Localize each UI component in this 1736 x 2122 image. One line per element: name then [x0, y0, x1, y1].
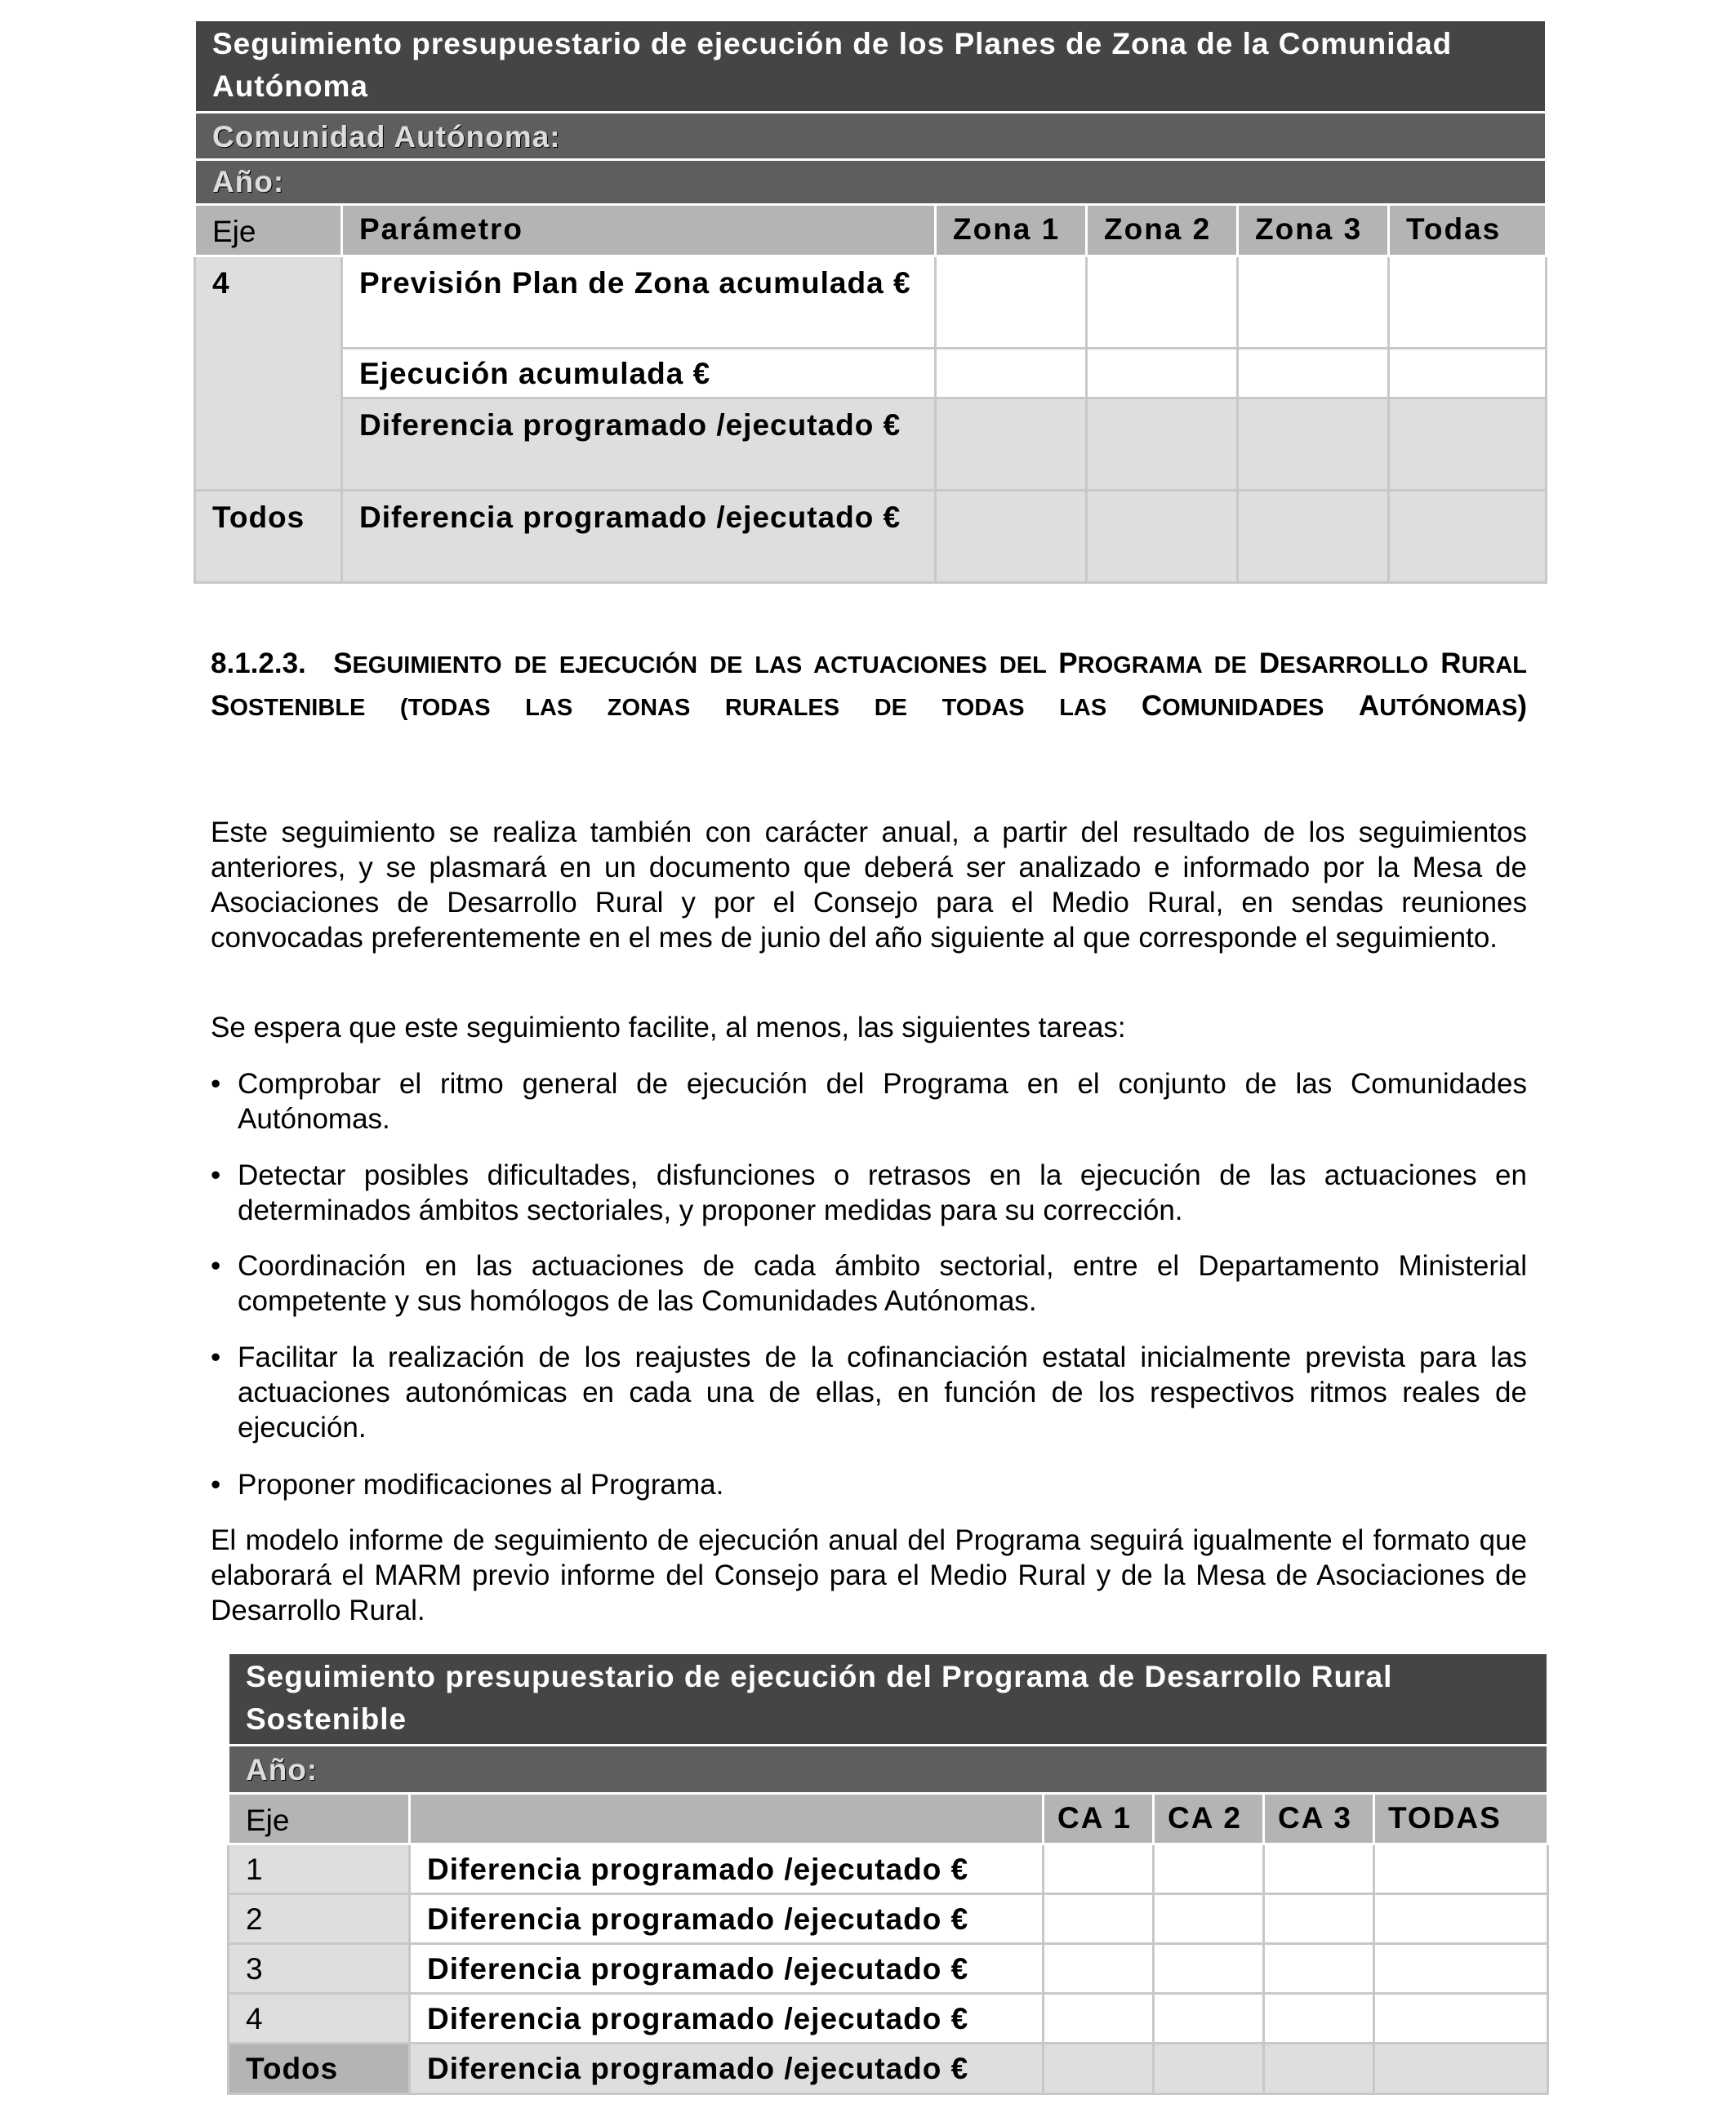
value-cell	[1044, 1894, 1154, 1944]
parametro-cell: Diferencia programado /ejecutado €	[410, 2044, 1044, 2094]
value-cell	[1154, 1994, 1264, 2044]
year-label: Año:	[195, 160, 1547, 205]
value-cell	[1238, 349, 1389, 398]
parametro-cell: Diferencia programado /ejecutado €	[410, 1944, 1044, 1994]
value-cell	[1154, 2044, 1264, 2094]
table-row	[195, 398, 1547, 491]
parametro-cell: Diferencia programado /ejecutado €	[410, 1844, 1044, 1894]
list-item: • Proponer modificaciones al Programa.	[211, 1469, 724, 1501]
value-cell	[1264, 2044, 1374, 2094]
value-cell	[1044, 1844, 1154, 1894]
bullet-icon: •	[211, 1341, 221, 1373]
value-cell	[1374, 1944, 1548, 1994]
value-cell	[936, 491, 1087, 583]
header-zona-2: Zona 2	[1087, 205, 1238, 256]
parametro-cell: Diferencia programado /ejecutado €	[342, 491, 936, 583]
table-row	[195, 349, 1547, 398]
value-cell	[1374, 1994, 1548, 2044]
eje-cell: 2	[229, 1894, 410, 1944]
table-title: Seguimiento presupuestario de ejecución de los Planes de Zona de la Comunidad Autónoma	[195, 20, 1547, 113]
year-label: Año:	[229, 1746, 1548, 1794]
list-item: • Coordinación en las actuaciones de cada ámbito sectorial, entre el Departamento Ministerial competente y sus homólogos de las Comunidades Autónomas.	[211, 1250, 1527, 1317]
header-zona-1: Zona 1	[936, 205, 1087, 256]
paragraph: Se espera que este seguimiento facilite, al menos, las siguientes tareas:	[211, 1012, 1126, 1043]
eje-cell: 1	[229, 1844, 410, 1894]
section-number: 8.1.2.3.	[211, 647, 306, 679]
value-cell	[1087, 256, 1238, 349]
value-cell	[1044, 1994, 1154, 2044]
parametro-cell: Diferencia programado /ejecutado €	[410, 1894, 1044, 1944]
value-cell	[1389, 256, 1547, 349]
program-budget-table	[227, 1652, 1549, 2095]
value-cell	[1238, 491, 1389, 583]
value-cell	[1238, 256, 1389, 349]
header-zona-3: Zona 3	[1238, 205, 1389, 256]
value-cell	[1087, 491, 1238, 583]
value-cell	[1264, 1994, 1374, 2044]
value-cell	[1087, 349, 1238, 398]
value-cell	[1389, 491, 1547, 583]
list-item: • Detectar posibles dificultades, disfunciones o retrasos en la ejecución de las actuaciones en determinados ámbitos sectoriales, y proponer medidas para su corrección.	[211, 1159, 1527, 1226]
header-eje: Eje	[229, 1794, 410, 1844]
table-row	[195, 256, 1547, 349]
eje-cell: Todos	[229, 2044, 410, 2094]
value-cell	[1374, 2044, 1548, 2094]
eje-cell: 3	[229, 1944, 410, 1994]
value-cell	[936, 349, 1087, 398]
value-cell	[1044, 1944, 1154, 1994]
comunidad-label: Comunidad Autónoma:	[195, 113, 1547, 160]
table-row	[229, 1844, 1548, 1894]
value-cell	[1087, 398, 1238, 491]
bullet-icon: •	[211, 1469, 221, 1501]
paragraph: Este seguimiento se realiza también con carácter anual, a partir del resultado de los seguimientos anteriores, y se plasmará en un documento que deberá ser analizado e informado por la Mesa de Asociaciones de Desarrollo Rural y por el Consejo para el Medio Rural, en sendas reuniones convocadas preferentemente en el mes de junio del año siguiente al que corresponde el seguimiento.	[211, 816, 1527, 954]
header-todas: TODAS	[1374, 1794, 1548, 1844]
header-parametro: Parámetro	[342, 205, 936, 256]
header-blank	[410, 1794, 1044, 1844]
bullet-icon: •	[211, 1159, 221, 1191]
value-cell	[1154, 1844, 1264, 1894]
header-ca-3: CA 3	[1264, 1794, 1374, 1844]
table-row	[229, 1944, 1548, 1994]
value-cell	[1264, 1844, 1374, 1894]
list-item: • Facilitar la realización de los reajustes de la cofinanciación estatal inicialmente prevista para las actuaciones autonómicas en cada una de ellas, en función de los respectivos ritmos reales de ejecución.	[211, 1341, 1527, 1444]
bullet-icon: •	[211, 1068, 221, 1100]
eje-cell: Todos	[195, 491, 342, 583]
bullet-icon: •	[211, 1250, 221, 1282]
value-cell	[1154, 1944, 1264, 1994]
header-todas: Todas	[1389, 205, 1547, 256]
value-cell	[936, 398, 1087, 491]
table-row	[229, 2044, 1548, 2094]
header-eje: Eje	[195, 205, 342, 256]
header-ca-1: CA 1	[1044, 1794, 1154, 1844]
table-row	[229, 1994, 1548, 2044]
parametro-cell: Diferencia programado /ejecutado €	[342, 398, 936, 491]
value-cell	[936, 256, 1087, 349]
value-cell	[1264, 1894, 1374, 1944]
table-title: Seguimiento presupuestario de ejecución del Programa de Desarrollo Rural Sostenible	[229, 1653, 1548, 1746]
value-cell	[1154, 1894, 1264, 1944]
table-row	[195, 491, 1547, 583]
eje-cell: 4	[229, 1994, 410, 2044]
value-cell	[1044, 2044, 1154, 2094]
table-row	[229, 1894, 1548, 1944]
value-cell	[1389, 349, 1547, 398]
value-cell	[1374, 1894, 1548, 1944]
header-ca-2: CA 2	[1154, 1794, 1264, 1844]
zone-plan-budget-table	[194, 19, 1547, 584]
parametro-cell: Ejecución acumulada €	[342, 349, 936, 398]
eje-cell: 4	[195, 256, 342, 491]
value-cell	[1389, 398, 1547, 491]
section-heading: 8.1.2.3. SEGUIMIENTO DE EJECUCIÓN DE LAS ACTUACIONES DEL PROGRAMA DE DESARROLLO RURAL SOSTENIBLE (TODAS LAS ZONAS RURALES DE TODAS LAS COMUNIDADES AUTÓNOMAS)	[211, 647, 1528, 722]
value-cell	[1264, 1944, 1374, 1994]
value-cell	[1238, 398, 1389, 491]
parametro-cell: Previsión Plan de Zona acumulada €	[342, 256, 936, 349]
value-cell	[1374, 1844, 1548, 1894]
list-item: • Comprobar el ritmo general de ejecución del Programa en el conjunto de las Comunidades Autónomas.	[211, 1068, 1527, 1135]
paragraph: El modelo informe de seguimiento de ejecución anual del Programa seguirá igualmente el formato que elaborará el MARM previo informe del Consejo para el Medio Rural y de la Mesa de Asociaciones de Desarrollo Rural.	[211, 1524, 1527, 1626]
parametro-cell: Diferencia programado /ejecutado €	[410, 1994, 1044, 2044]
